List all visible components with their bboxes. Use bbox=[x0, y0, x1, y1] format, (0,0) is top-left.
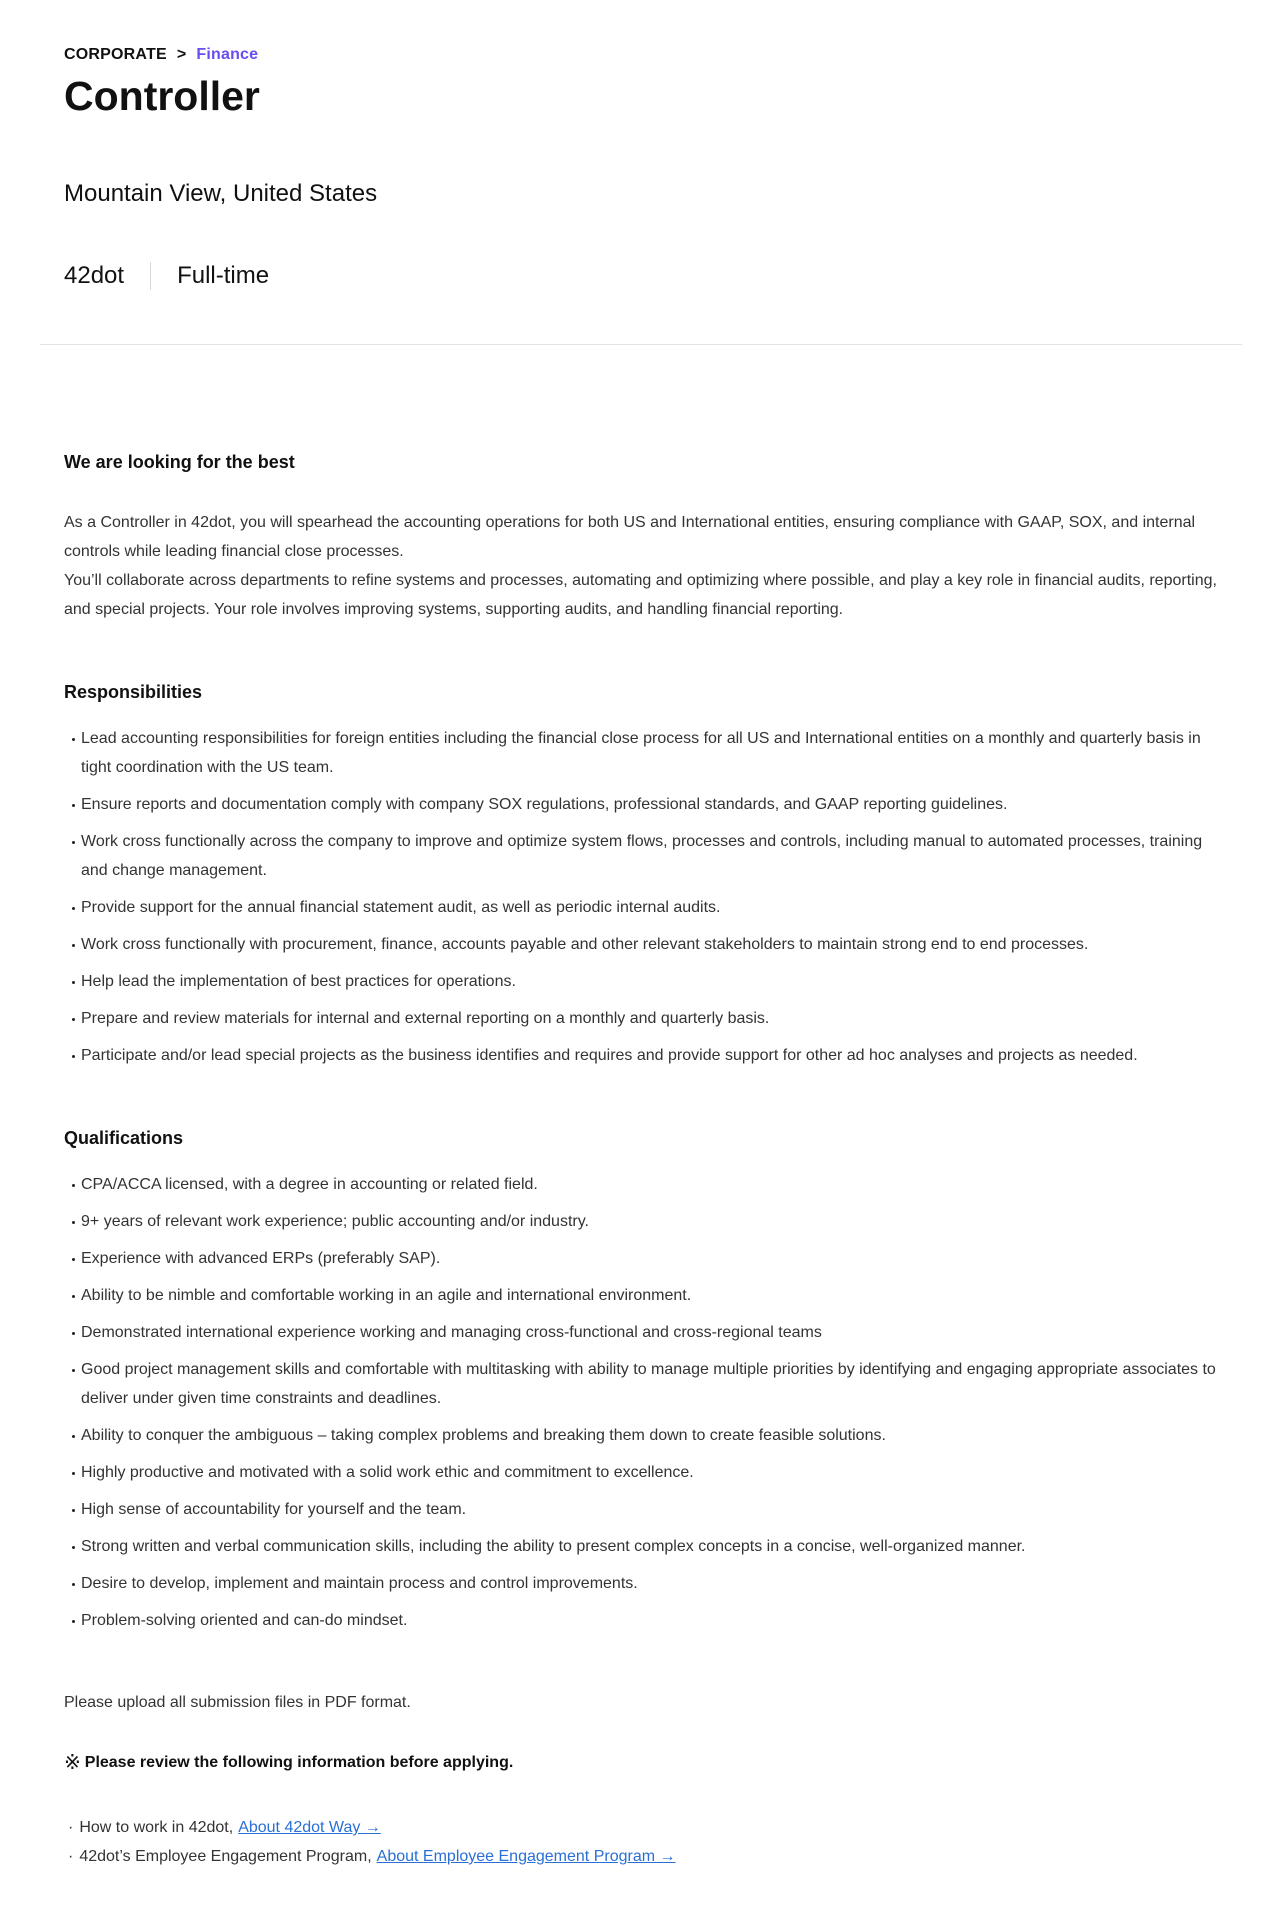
reference-mark-icon: ※ bbox=[64, 1752, 81, 1774]
list-item: Desire to develop, implement and maintain process and control improvements. bbox=[64, 1569, 1224, 1598]
about-42dot-way-link[interactable]: About 42dot Way → bbox=[238, 1819, 381, 1836]
link-prefix: How to work in 42dot, bbox=[79, 1819, 234, 1836]
qualifications-section bbox=[64, 1126, 1224, 1635]
info-links bbox=[64, 1813, 1224, 1871]
responsibilities-heading: Responsibilities bbox=[64, 682, 203, 702]
info-link-row bbox=[64, 1813, 1224, 1842]
list-item: Good project management skills and comfortable with multitasking with ability to manage multiple priorities by identifying and engaging appropriate associates to deliver under given time constraints and deadlines. bbox=[64, 1355, 1224, 1413]
info-link-row bbox=[64, 1842, 1224, 1871]
intro-section bbox=[64, 450, 1224, 624]
page-title: Controller bbox=[64, 73, 260, 119]
list-item: Work cross functionally across the company to improve and optimize system flows, processes and controls, including manual to automated processes, training and change management. bbox=[64, 827, 1224, 885]
intro-text bbox=[64, 508, 1224, 624]
breadcrumb-root[interactable]: CORPORATE bbox=[64, 46, 167, 63]
job-meta bbox=[64, 262, 269, 290]
responsibilities-list bbox=[64, 724, 1224, 1070]
job-location: Mountain View, United States bbox=[64, 180, 378, 207]
job-header bbox=[64, 46, 1214, 119]
list-item: Ensure reports and documentation comply with company SOX regulations, professional standards, and GAAP reporting guidelines. bbox=[64, 790, 1224, 819]
list-item: Help lead the implementation of best practices for operations. bbox=[64, 967, 1224, 996]
list-item: CPA/ACCA licensed, with a degree in accounting or related field. bbox=[64, 1170, 1224, 1199]
list-item: 9+ years of relevant work experience; public accounting and/or industry. bbox=[64, 1207, 1224, 1236]
breadcrumb-current[interactable]: Finance bbox=[196, 46, 259, 63]
review-heading: Please review the following information before applying. bbox=[84, 1754, 514, 1771]
list-item: Demonstrated international experience working and managing cross-functional and cross-regional teams bbox=[64, 1318, 1224, 1347]
bullet-icon: · bbox=[68, 1848, 74, 1865]
employment-type: Full-time bbox=[177, 262, 270, 289]
breadcrumb-separator: > bbox=[176, 46, 187, 63]
meta-divider bbox=[150, 262, 151, 290]
list-item: Work cross functionally with procurement, finance, accounts payable and other relevant stakeholders to maintain strong end to end processes. bbox=[64, 930, 1224, 959]
list-item: Strong written and verbal communication skills, including the ability to present complex concepts in a concise, well-organized manner. bbox=[64, 1532, 1224, 1561]
list-item: Problem-solving oriented and can-do mindset. bbox=[64, 1606, 1224, 1635]
breadcrumb bbox=[64, 46, 1214, 64]
employee-engagement-program-link[interactable]: About Employee Engagement Program → bbox=[376, 1848, 676, 1865]
review-notice bbox=[64, 1751, 1224, 1775]
responsibilities-section bbox=[64, 680, 1224, 1070]
upload-note: Please upload all submission files in PDF format. bbox=[64, 1694, 411, 1711]
company-name: 42dot bbox=[64, 262, 125, 289]
bullet-icon: · bbox=[68, 1819, 74, 1836]
qualifications-list bbox=[64, 1170, 1224, 1635]
list-item: Highly productive and motivated with a solid work ethic and commitment to excellence. bbox=[64, 1458, 1224, 1487]
list-item: Prepare and review materials for internal and external reporting on a monthly and quarterly basis. bbox=[64, 1004, 1224, 1033]
list-item: Experience with advanced ERPs (preferably SAP). bbox=[64, 1244, 1224, 1273]
intro-paragraph: As a Controller in 42dot, you will spearhead the accounting operations for both US and International entities, ensuring compliance with GAAP, SOX, and internal controls while leading financial close processes. bbox=[64, 514, 1196, 560]
intro-heading: We are looking for the best bbox=[64, 452, 295, 472]
qualifications-heading: Qualifications bbox=[64, 1128, 184, 1148]
list-item: Participate and/or lead special projects as the business identifies and requires and provide support for other ad hoc analyses and projects as needed. bbox=[64, 1041, 1224, 1070]
list-item: Ability to conquer the ambiguous – taking complex problems and breaking them down to create feasible solutions. bbox=[64, 1421, 1224, 1450]
job-description bbox=[64, 450, 1224, 1871]
link-prefix: 42dot’s Employee Engagement Program, bbox=[79, 1848, 372, 1865]
list-item: Lead accounting responsibilities for foreign entities including the financial close process for all US and International entities on a monthly and quarterly basis in tight coordination with the US team. bbox=[64, 724, 1224, 782]
list-item: Provide support for the annual financial statement audit, as well as periodic internal audits. bbox=[64, 893, 1224, 922]
header-divider bbox=[40, 344, 1242, 345]
list-item: Ability to be nimble and comfortable working in an agile and international environment. bbox=[64, 1281, 1224, 1310]
list-item: High sense of accountability for yourself and the team. bbox=[64, 1495, 1224, 1524]
intro-paragraph: You’ll collaborate across departments to refine systems and processes, automating and optimizing where possible, and play a key role in financial audits, reporting, and special projects. Your role involves improving systems, supporting audits, and handling financial reporting. bbox=[64, 572, 1217, 618]
